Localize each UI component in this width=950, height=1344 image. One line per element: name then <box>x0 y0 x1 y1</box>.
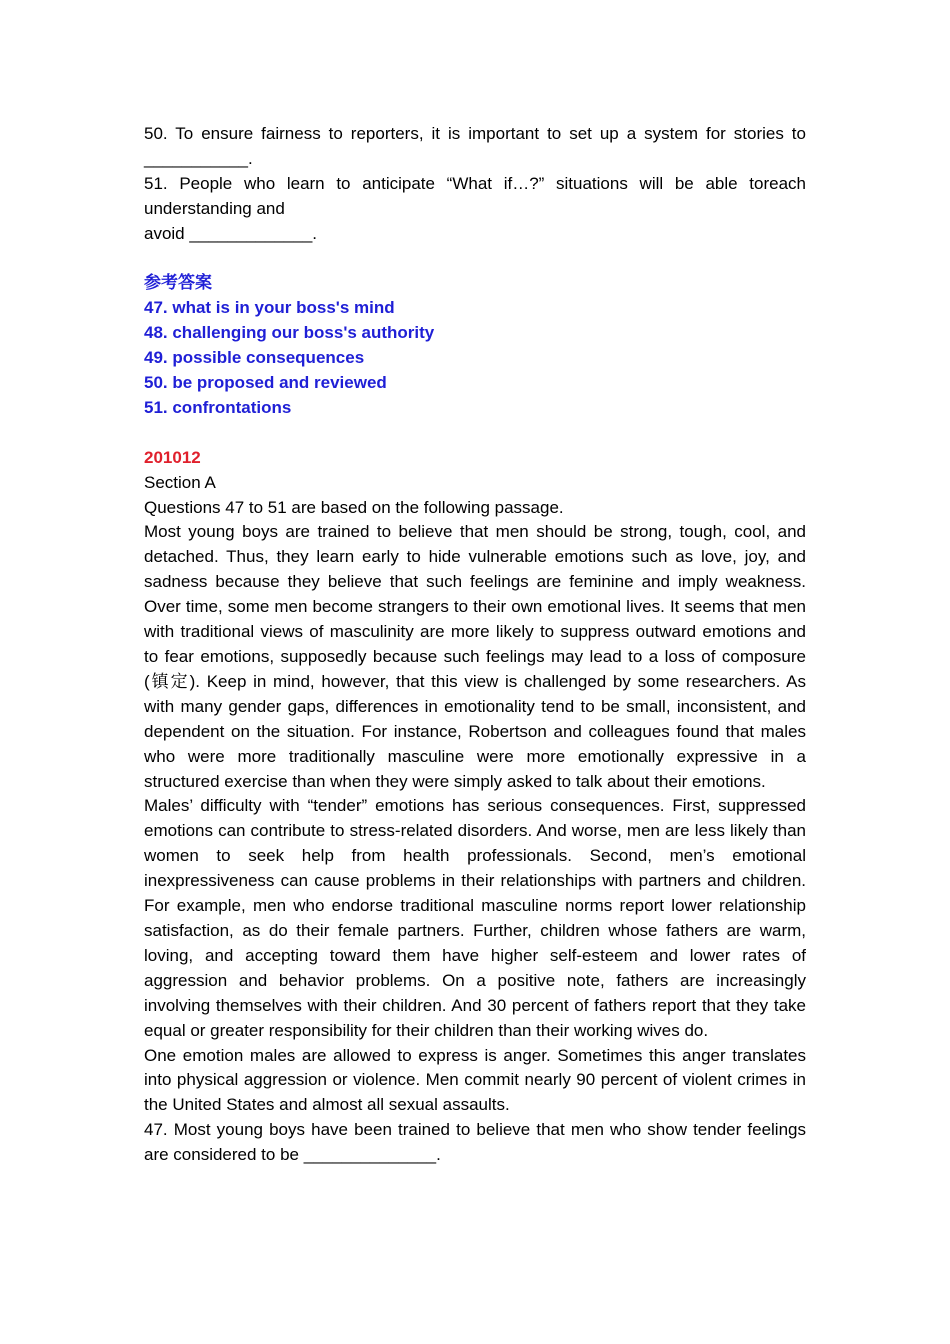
passage-paragraph-3: One emotion males are allowed to express is anger. Sometimes this anger translates into physical aggression or violence. Men commit nearly 90 percent of violent crimes in the United States and almost all sexual assaults. <box>144 1045 806 1115</box>
answers-heading: 参考答案 <box>144 273 212 293</box>
passage-paragraph-1: Most young boys are trained to believe that men should be strong, tough, cool, and detached. Thus, they learn early to hide vulnerable emotions such as love, joy, and sadness because they believe that such feelings are feminine and imply weakness. Over time, some men become strangers to their own emotional lives. It seems that men with traditional views of masculinity are more likely to suppress outward emotions and to fear emotions, supposedly because such feelings may lead to a loss of composure (镇定). Keep in mind, however, that this view is challenged by some researchers. As with many gender gaps, differences in emotionality tend to be small, inconsistent, and dependent on the situation. For instance, Robertson and colleagues found that males who were more traditionally masculine were more emotionally expressive in a structured exercise than when they were simply asked to talk about their emotions. <box>144 522 806 791</box>
spacer <box>144 247 806 272</box>
question-51-line2: understanding and <box>144 198 285 218</box>
exam-year-code: 201012 <box>144 447 201 467</box>
passage-paragraph-2: Males’ difficulty with “tender” emotions has serious consequences. First, suppressed emotions can contribute to stress-related disorders. And worse, men are less likely than women to seek help from health professionals. Second, men’s emotional inexpressiveness can cause problems in their relationships with partners and children. For example, men who endorse traditional masculine norms report lower relationship satisfaction, as do their female partners. Further, children whose fathers are warm, loving, and accepting toward them have higher self-esteem and lower rates of aggression and behavior problems. On a positive note, fathers are increasingly involving themselves with their children. And 30 percent of fathers report that they take equal or greater responsibility for their children than their working wives do. <box>144 796 806 1040</box>
spacer <box>144 421 806 446</box>
question-51-line1: 51. People who learn to anticipate “What if…?” situations will be able toreach <box>144 173 806 193</box>
answer-item: 49. possible consequences <box>144 348 365 368</box>
document-page <box>144 122 806 1168</box>
question-51-line3: avoid _____________. <box>144 223 317 243</box>
answer-item: 51. confrontations <box>144 397 292 417</box>
section-label: Section A <box>144 472 216 492</box>
question-50-line1: 50. To ensure fairness to reporters, it is important to set up a system for stories to <box>144 124 806 143</box>
answer-item: 50. be proposed and reviewed <box>144 373 387 393</box>
question-50-line2: ___________. <box>144 148 253 168</box>
passage-intro: Questions 47 to 51 are based on the following passage. <box>144 497 564 517</box>
question-47: 47. Most young boys have been trained to believe that men who show tender feelings are considered to be ______________. <box>144 1120 806 1165</box>
answer-item: 48. challenging our boss's authority <box>144 323 435 343</box>
answer-item: 47. what is in your boss's mind <box>144 298 395 318</box>
